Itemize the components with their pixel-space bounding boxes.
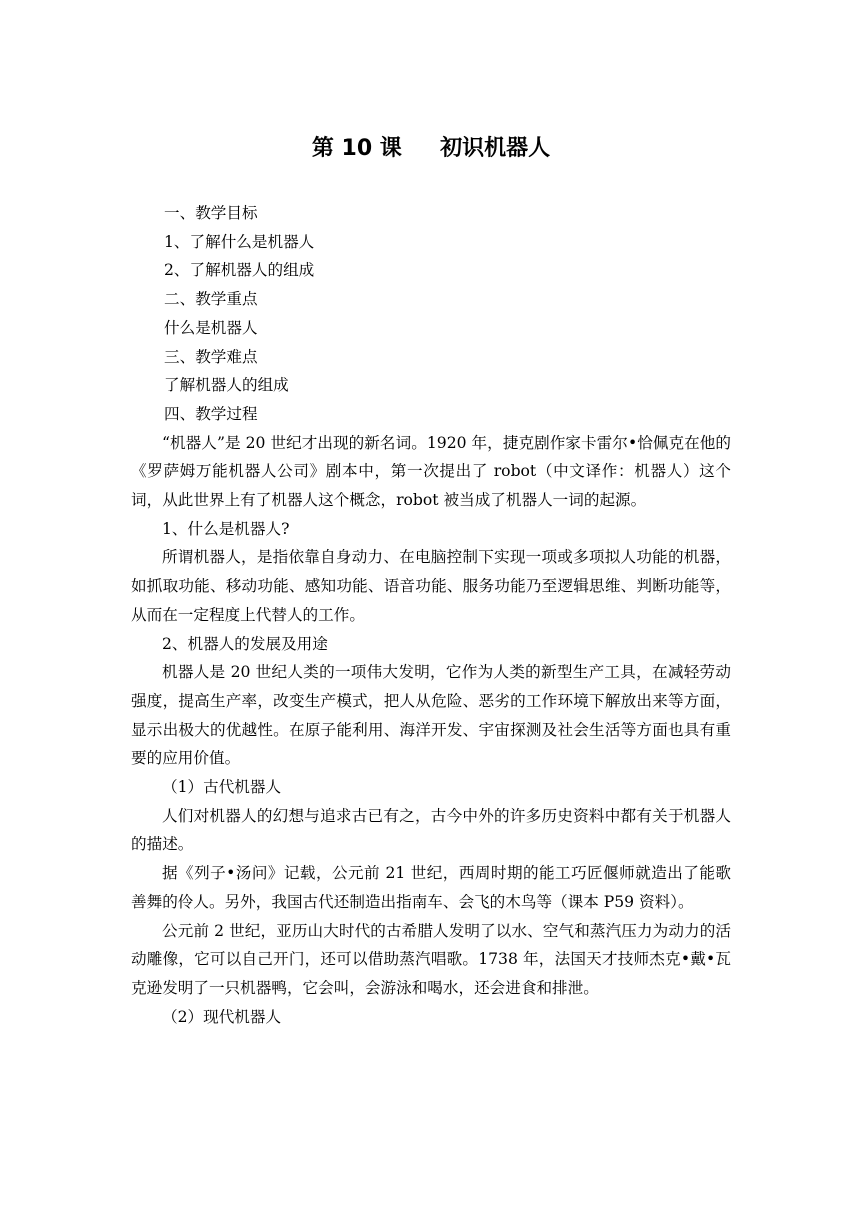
development-paragraph: 机器人是 20 世纪人类的一项伟大发明，它作为人类的新型生产工具，在减轻劳动强度，提高生产率，改变生产模式，把人从危险、恶劣的工作环境下解放出来等方面，显示出极大的优越性。在原子能利用、海洋开发、宇宙探测及社会生活等方面也具有重要的应用价值。 bbox=[131, 663, 731, 768]
difficulty-item: 了解机器人的组成 bbox=[164, 376, 289, 395]
ancient-paragraph-2: 据《列子•汤问》记载，公元前 21 世纪，西周时期的能工巧匠偃师就造出了能歌善舞的伶人。另外，我国古代还制造出指南车、会飞的木鸟等（课本 P59 资料）。 bbox=[131, 864, 731, 911]
ancient-robots-heading: （1）古代机器人 bbox=[162, 778, 282, 797]
objective-item-1: 1、了解什么是机器人 bbox=[164, 232, 315, 251]
objective-item-2: 2、了解机器人的组成 bbox=[164, 261, 315, 280]
key-point-item: 什么是机器人 bbox=[164, 318, 258, 337]
intro-paragraph: “机器人”是 20 世纪才出现的新名词。1920 年，捷克剧作家卡雷尔•恰佩克在他的《罗萨姆万能机器人公司》剧本中，第一次提出了 robot（中文译作：机器人）这个词，从此世界上有了机器人这个概念，robot 被当成了机器人一词的起源。 bbox=[131, 433, 731, 510]
objectives-heading: 一、教学目标 bbox=[164, 204, 258, 222]
what-is-robot-paragraph: 所谓机器人，是指依靠自身动力、在电脑控制下实现一项或多项拟人功能的机器，如抓取功能、移动功能、感知功能、语音功能、服务功能乃至逻辑思维、判断功能等，从而在一定程度上代替人的工作。 bbox=[131, 548, 731, 624]
document-body bbox=[131, 199, 731, 1031]
key-points-heading: 二、教学重点 bbox=[164, 290, 258, 309]
page-title: 第 10 课 初识机器人 bbox=[311, 136, 551, 161]
what-is-robot-heading: 1、什么是机器人? bbox=[162, 519, 290, 538]
ancient-paragraph-3: 公元前 2 世纪，亚历山大时代的古希腊人发明了以水、空气和蒸汽压力为动力的活动雕像，它可以自己开门，还可以借助蒸汽唱歌。1738 年，法国天才技师杰克•戴•瓦克逊发明了一只机器鸭，它会叫，会游泳和喝水，还会进食和排泄。 bbox=[131, 921, 731, 997]
modern-robots-heading: （2）现代机器人 bbox=[162, 1007, 282, 1026]
ancient-paragraph-1: 人们对机器人的幻想与追求古已有之，古今中外的许多历史资料中都有关于机器人的描述。 bbox=[131, 806, 731, 854]
process-heading: 四、教学过程 bbox=[164, 404, 258, 423]
difficulty-heading: 三、教学难点 bbox=[164, 347, 258, 366]
development-heading: 2、机器人的发展及用途 bbox=[162, 634, 328, 653]
